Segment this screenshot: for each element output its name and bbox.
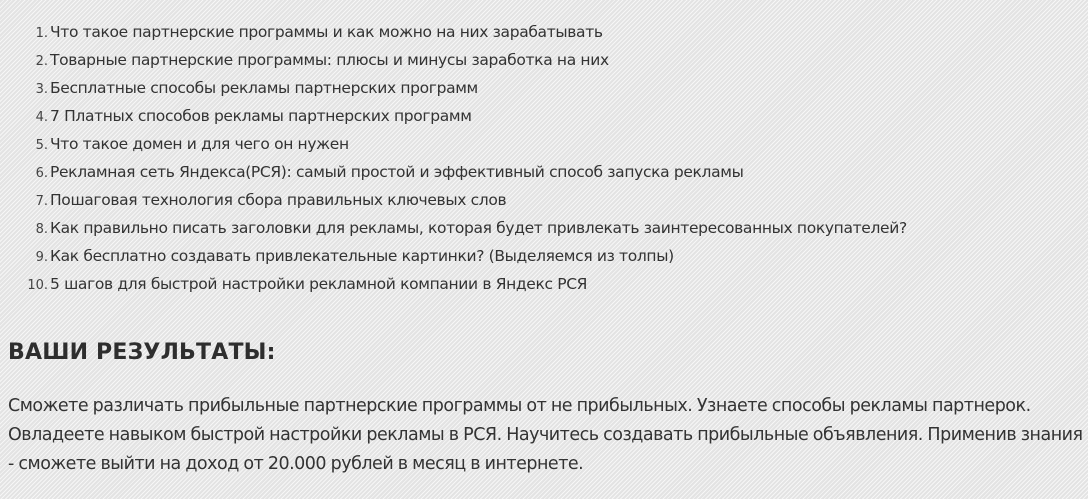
list-item-number: 9. <box>35 250 48 265</box>
list-item <box>18 74 907 102</box>
list-item <box>18 242 907 270</box>
lesson-list <box>18 18 907 298</box>
list-item-text: Как бесплатно создавать привлекательные картинки? (Выделяемся из толпы) <box>50 247 674 265</box>
list-item <box>18 18 907 46</box>
list-item-text: Как правильно писать заголовки для рекламы, которая будет привлекать заинтересованных покупателей? <box>50 219 907 237</box>
list-item <box>18 158 907 186</box>
list-item <box>18 186 907 214</box>
list-item-text: 5 шагов для быстрой настройки рекламной компании в Яндекс РСЯ <box>50 275 588 293</box>
list-item-text: Товарные партнерские программы: плюсы и минусы заработка на них <box>50 51 609 69</box>
list-item-text: Что такое домен и для чего он нужен <box>50 135 349 153</box>
list-item-number: 4. <box>35 110 48 125</box>
list-item <box>18 130 907 158</box>
list-item-number: 2. <box>35 54 48 69</box>
list-item <box>18 46 907 74</box>
list-item-number: 10. <box>27 278 48 293</box>
list-item-number: 6. <box>35 166 48 181</box>
list-item <box>18 270 907 298</box>
list-item-text: Пошаговая технология сбора правильных ключевых слов <box>50 191 507 209</box>
list-item-text: Бесплатные способы рекламы партнерских программ <box>50 79 478 97</box>
list-item-number: 5. <box>35 138 48 153</box>
results-description: Сможете различать прибыльные партнерские программы от не прибыльных. Узнаете способы рекламы партнерок. Овладеете навыком быстрой настройки рекламы в РСЯ. Научитесь создавать прибыльные объявления. Применив знания - сможете выйти на доход от 20.000 рублей в месяц в интернете. <box>8 396 1083 474</box>
list-item-text: Что такое партнерские программы и как можно на них зарабатывать <box>50 23 603 41</box>
list-item-number: 8. <box>35 222 48 237</box>
list-item-number: 3. <box>35 82 48 97</box>
list-item <box>18 102 907 130</box>
list-item-number: 7. <box>35 194 48 209</box>
list-item-number: 1. <box>35 26 48 41</box>
results-heading: ВАШИ РЕЗУЛЬТАТЫ: <box>8 340 276 365</box>
list-item <box>18 214 907 242</box>
list-item-text: Рекламная сеть Яндекса(РСЯ): самый простой и эффективный способ запуска рекламы <box>50 163 744 181</box>
list-item-text: 7 Платных способов рекламы партнерских программ <box>50 107 472 125</box>
